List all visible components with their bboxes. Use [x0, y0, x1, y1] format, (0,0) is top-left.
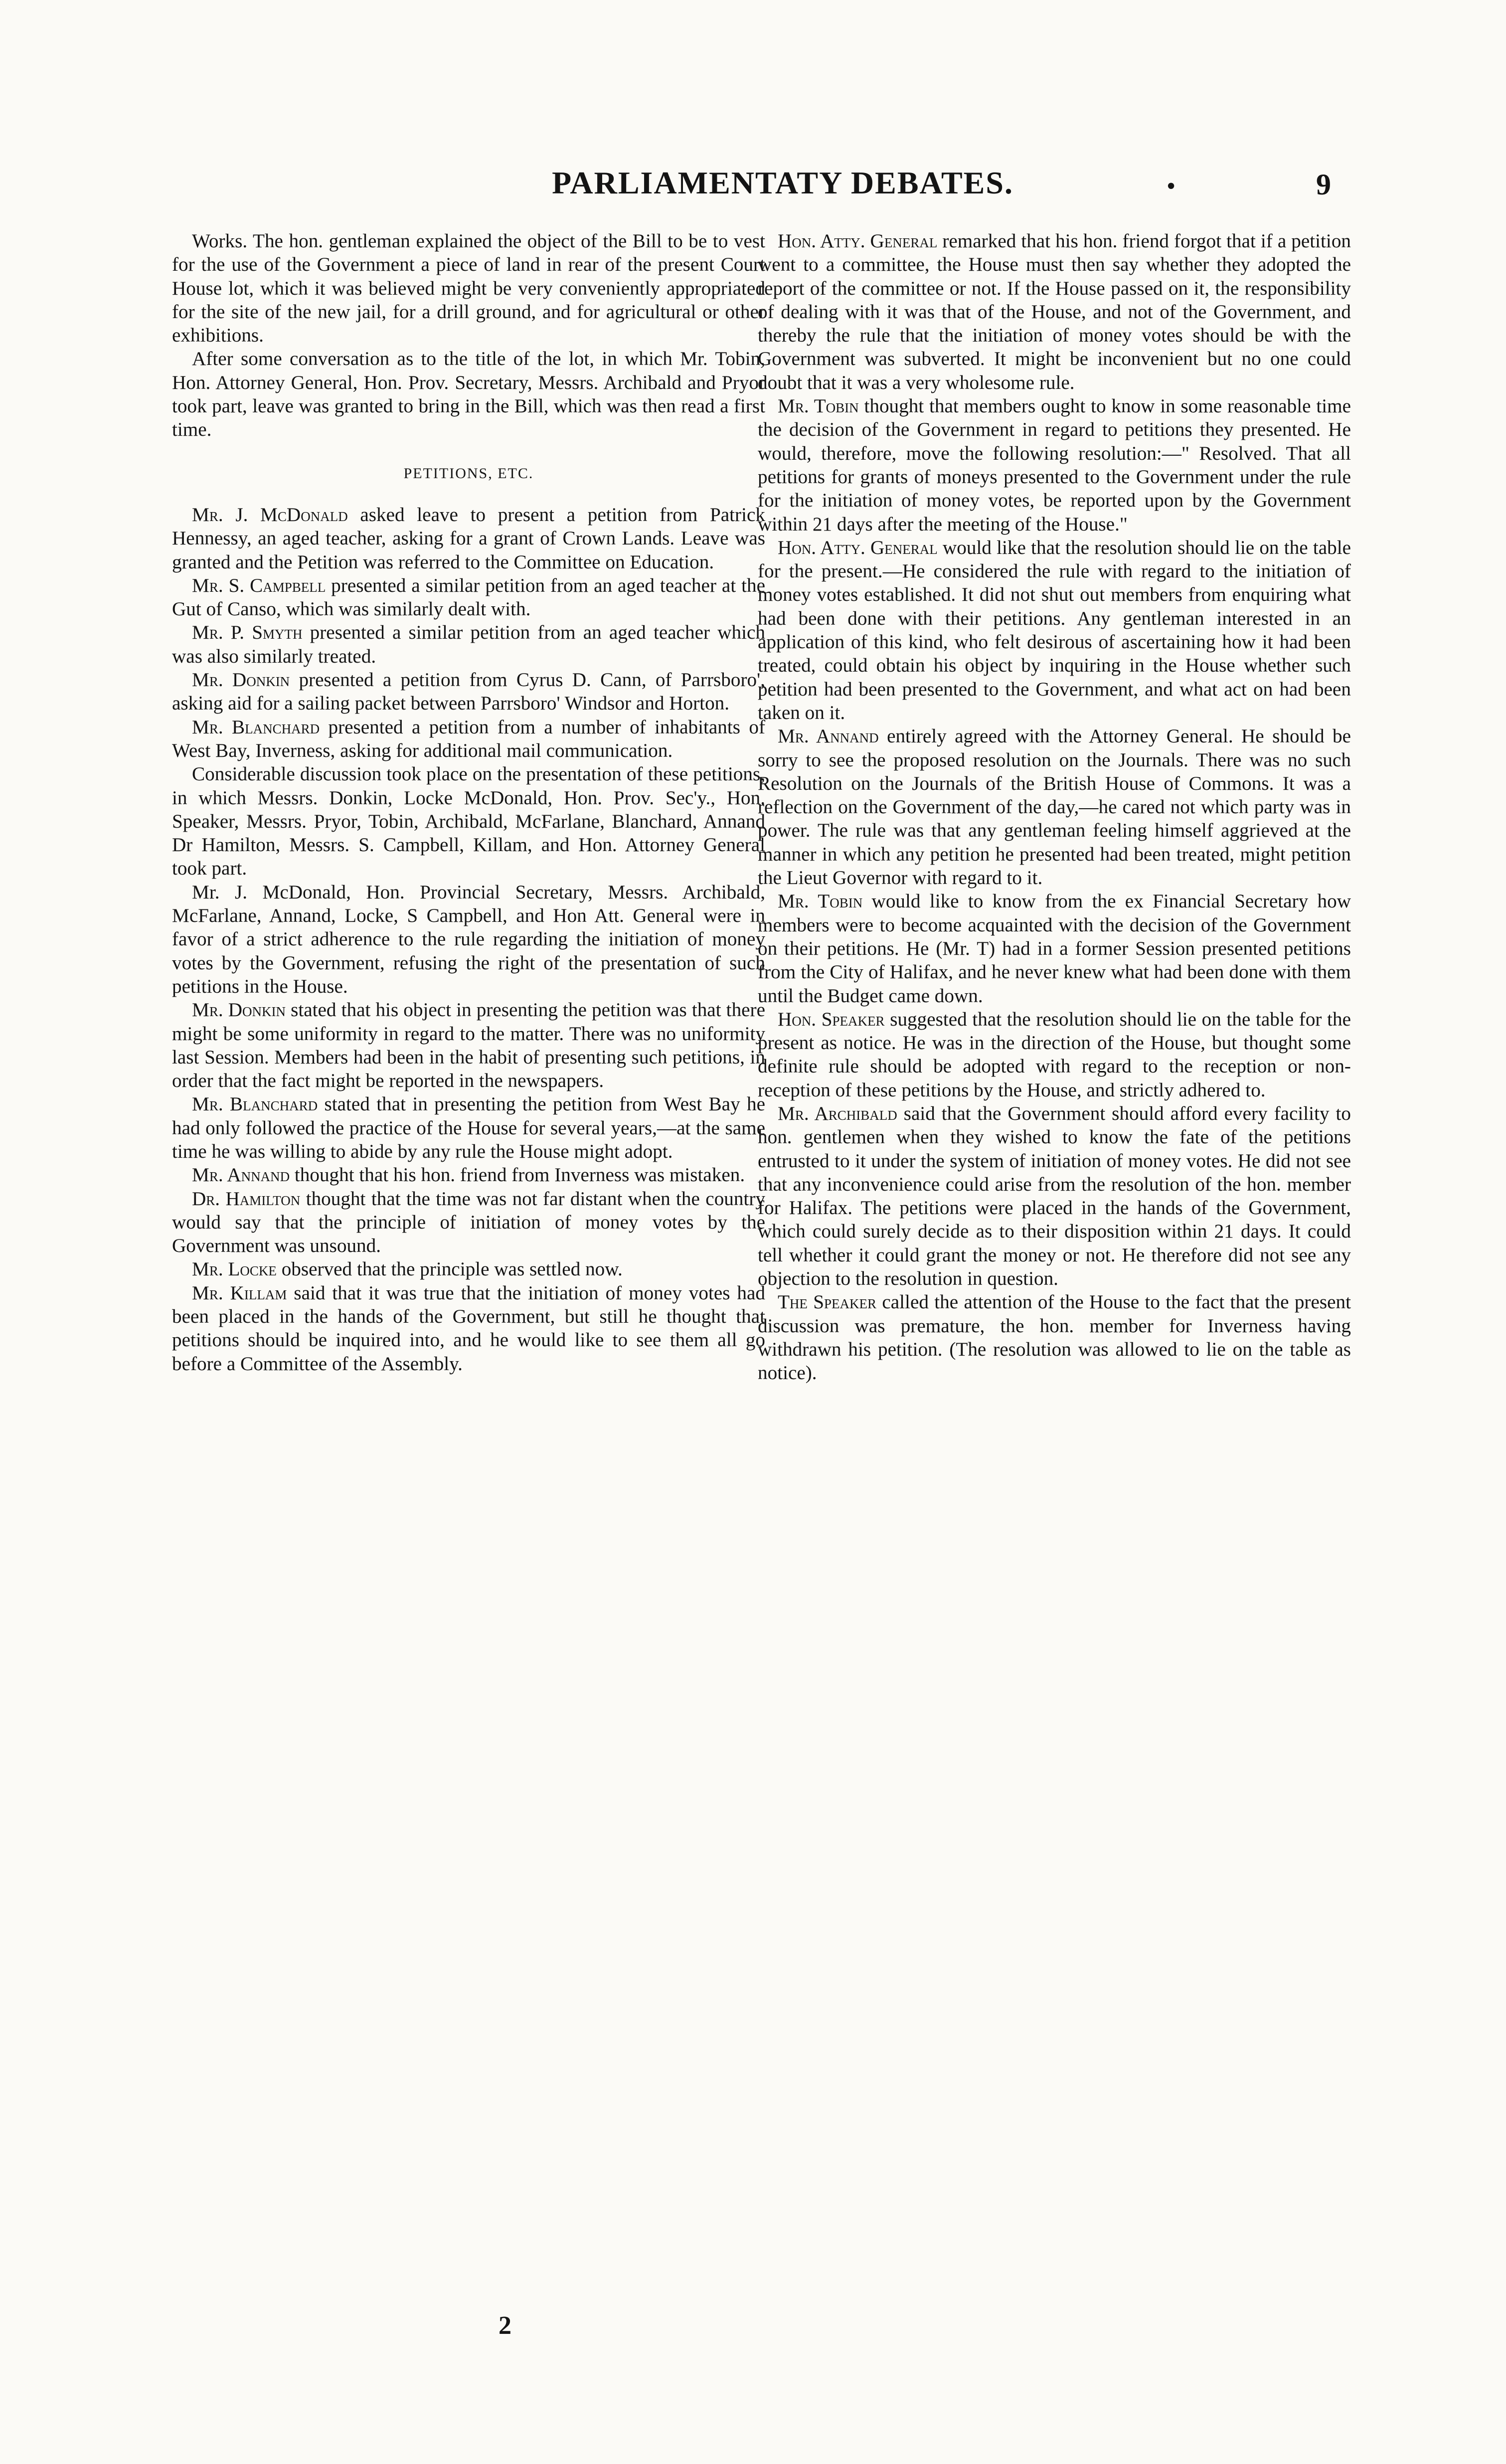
page-title: PARLIAMENTATY DEBATES. — [552, 165, 1013, 200]
paragraph-text: thought that the time was not far distant when the country would say that the principle of initiation of money votes by the Government was unsound. — [172, 1188, 766, 1257]
paragraph-text: called the attention of the House to the fact that the present discussion was premature, the hon. member for Inverness having withdrawn his petition. (The resolution was allowed to lie on the table as notice). — [758, 1291, 1351, 1384]
paragraph-text: entirely agreed with the Attorney General. He should be sorry to see the proposed resolution on the Journals. There was no such Resolution on the Journals of the British House of Commons. It was a reflection on the Government of the day,—he cared not which party was in power. The rule was that any gentleman feeling himself aggrieved at the manner in which any petition he presented had been treated, might petition the Lieut Governor with regard to it. — [758, 725, 1351, 889]
paragraph — [172, 1163, 765, 1187]
paragraph — [172, 668, 765, 715]
paragraph — [758, 536, 1351, 724]
paragraph — [758, 1008, 1351, 1102]
paragraph-text: presented a petition from a number of inhabitants of West Bay, Inverness, asking for additional mail communication. — [172, 716, 765, 761]
paragraph — [172, 621, 765, 668]
paragraph — [172, 1187, 765, 1258]
page-number: 2 — [499, 2311, 511, 2340]
speaker-name: Mr. Tobin — [778, 890, 863, 912]
paragraph — [172, 762, 765, 880]
speaker-name: Mr. P. Smyth — [192, 622, 303, 644]
speaker-name: Mr. Locke — [192, 1258, 277, 1280]
paragraph — [172, 715, 765, 763]
speaker-name: Mr. Tobin — [778, 395, 859, 417]
paragraph-text: suggested that the resolution should lie on the table for the present as notice. He was in the direction of the House, but thought some definite rule should be adopted with regard to the reception or non-reception of these petitions by the House, and strictly adhered to. — [758, 1008, 1351, 1101]
speaker-name: Mr. Donkin — [192, 669, 290, 691]
paragraph-text: thought that his hon. friend from Inverness was mistaken. — [290, 1164, 745, 1186]
paragraph-text: remarked that his hon. friend forgot that if a petition went to a committee, the House must then say whether they adopted the report of the committee or not. If the House passed on it, the responsibility of dealing with it was that of the House, and not of the Government, and thereby the rule that the initiation of money votes should be with the Government was subverted. It might be inconvenient but no one could doubt that it was a very wholesome rule. — [758, 230, 1351, 393]
header-bullet: • — [1167, 172, 1176, 200]
speaker-name: The Speaker — [778, 1291, 877, 1313]
paragraph — [172, 1281, 765, 1376]
paragraph-text: Mr. J. McDonald, Hon. Provincial Secretary, Messrs. Archibald, McFarlane, Annand, Locke, S Campbell, and Hon Att. General were in favor of a strict adherence to the rule regarding the initiation of money votes by the Government, refusing the right of the presentation of such petitions in the House. — [172, 881, 765, 997]
paragraph — [172, 229, 765, 347]
paragraph — [172, 574, 765, 621]
paragraph-text: presented a similar petition from an aged teacher which was also similarly treated. — [172, 622, 765, 667]
paragraph-text: thought that members ought to know in some reasonable time the decision of the Government in regard to petitions they presented. He would, therefore, move the following resolution:—" Resolved. That all petitions for grants of moneys presented to the Government under the rule for the initiation of money votes, be reported upon by the Government within 21 days after the meeting of the House." — [758, 395, 1351, 535]
left-column — [172, 229, 765, 1376]
paragraph-text: would like to know from the ex Financial Secretary how members were to become acquainted with the decision of the Government on their petitions. He (Mr. T) had in a former Session presented petitions from the City of Halifax, and he never knew what had been done with them until the Budget came down. — [758, 890, 1351, 1007]
right-column — [758, 229, 1351, 1385]
speaker-name: Dr. Hamilton — [192, 1188, 301, 1210]
page-header — [169, 165, 1396, 224]
paragraph — [758, 394, 1351, 536]
paragraph-text: said that it was true that the initiation of money votes had been placed in the hands of the Government, but still he thought that petitions should be inquired into, and he would like to see them all go before a Committee of the Assembly. — [172, 1282, 766, 1375]
paragraph-text: said that the Government should afford every facility to hon. gentlemen when they wished to know the fate of the petitions entrusted to it under the system of initiation of money votes. He did not see that any inconvenience could arise from the resolution of the hon. member for Halifax. The petitions were placed in the hands of the Government, which could surely decide as to their disposition within 21 days. It could tell whether it could grant the money or not. He therefore did not see any objection to the resolution in question. — [758, 1102, 1351, 1290]
speaker-name: Hon. Atty. General — [778, 536, 938, 558]
header-mark: 9 — [1316, 168, 1331, 201]
paragraph — [758, 229, 1351, 394]
speaker-name: Hon. Atty. General — [778, 230, 938, 252]
paragraph-text: stated that his object in presenting the petition was that there might be some uniformity in regard to the matter. There was no uniformity last Session. Members had been in the habit of presenting such petitions, in order that the fact might be reported in the newspapers. — [172, 999, 765, 1092]
paragraph — [758, 889, 1351, 1007]
paragraph-text: After some conversation as to the title of the lot, in which Mr. Tobin, Hon. Attorney General, Hon. Prov. Secretary, Messrs. Archibald and Pryor took part, leave was granted to bring in the Bill, which was then read a first time. — [172, 348, 765, 441]
speaker-name: Mr. Killam — [192, 1282, 287, 1304]
paragraph-text: stated that in presenting the petition from West Bay he had only followed the practice of the House for several years,—at the same time he was willing to abide by any rule the House might adopt. — [172, 1093, 765, 1162]
paragraph-text: would like that the resolution should lie on the table for the present.—He considered the rule with regard to the initiation of money votes established. It did not shut out members from enquiring what had been done with their petitions. Any gentleman interested in an application of this kind, who felt desirous of ascertaining how it had been treated, could obtain his object by inquiring in the House whether such petition had been presented to the Government, and what act on had been taken on it. — [758, 536, 1351, 723]
speaker-name: Mr. Annand — [778, 725, 879, 747]
paragraph-text: presented a petition from Cyrus D. Cann, of Parrsboro', asking aid for a sailing packet between Parrsboro' Windsor and Horton. — [172, 669, 765, 714]
paragraph-text: observed that the principle was settled now. — [276, 1258, 623, 1280]
speaker-name: Mr. Blanchard — [192, 716, 320, 738]
paragraph — [172, 503, 765, 574]
paragraph — [172, 1257, 765, 1281]
speaker-name: Mr. Blanchard — [192, 1093, 318, 1115]
paragraph — [758, 1102, 1351, 1290]
paragraph-text: presented a similar petition from an aged teacher at the Gut of Canso, which was similarly dealt with. — [172, 574, 766, 620]
speaker-name: Mr. Donkin — [192, 999, 286, 1021]
paragraph — [172, 998, 765, 1092]
paragraph-text: asked leave to present a petition from Patrick Hennessy, an aged teacher, asking for a grant of Crown Lands. Leave was granted and the Petition was referred to the Committee on Education. — [172, 504, 765, 573]
section-heading: PETITIONS, ETC. — [403, 465, 534, 482]
speaker-name: Mr. Annand — [192, 1164, 290, 1186]
speaker-name: Mr. Archibald — [778, 1102, 897, 1124]
paragraph — [758, 1290, 1351, 1385]
paragraph-text: Considerable discussion took place on the presentation of these petitions, in which Messrs. Donkin, Locke McDonald, Hon. Prov. Sec'y., Hon. Speaker, Messrs. Pryor, Tobin, Archibald, McFarlane, Blanchard, Annand Dr Hamilton, Messrs. S. Campbell, Killam, and Hon. Attorney General took part. — [172, 763, 765, 880]
paragraph — [172, 347, 765, 441]
paragraph — [172, 880, 765, 998]
paragraph — [172, 1092, 765, 1163]
paragraph — [758, 724, 1351, 889]
speaker-name: Mr. S. Campbell — [192, 574, 326, 596]
speaker-name: Hon. Speaker — [778, 1008, 885, 1030]
paragraph-text: Works. The hon. gentleman explained the object of the Bill to be to vest for the use of the Government a piece of land in rear of the present Court House lot, which it was believed might be very conveniently appropriated for the site of the new jail, for a drill ground, and for agricultural or other exhibitions. — [172, 230, 765, 347]
speaker-name: Mr. J. McDonald — [192, 504, 348, 526]
